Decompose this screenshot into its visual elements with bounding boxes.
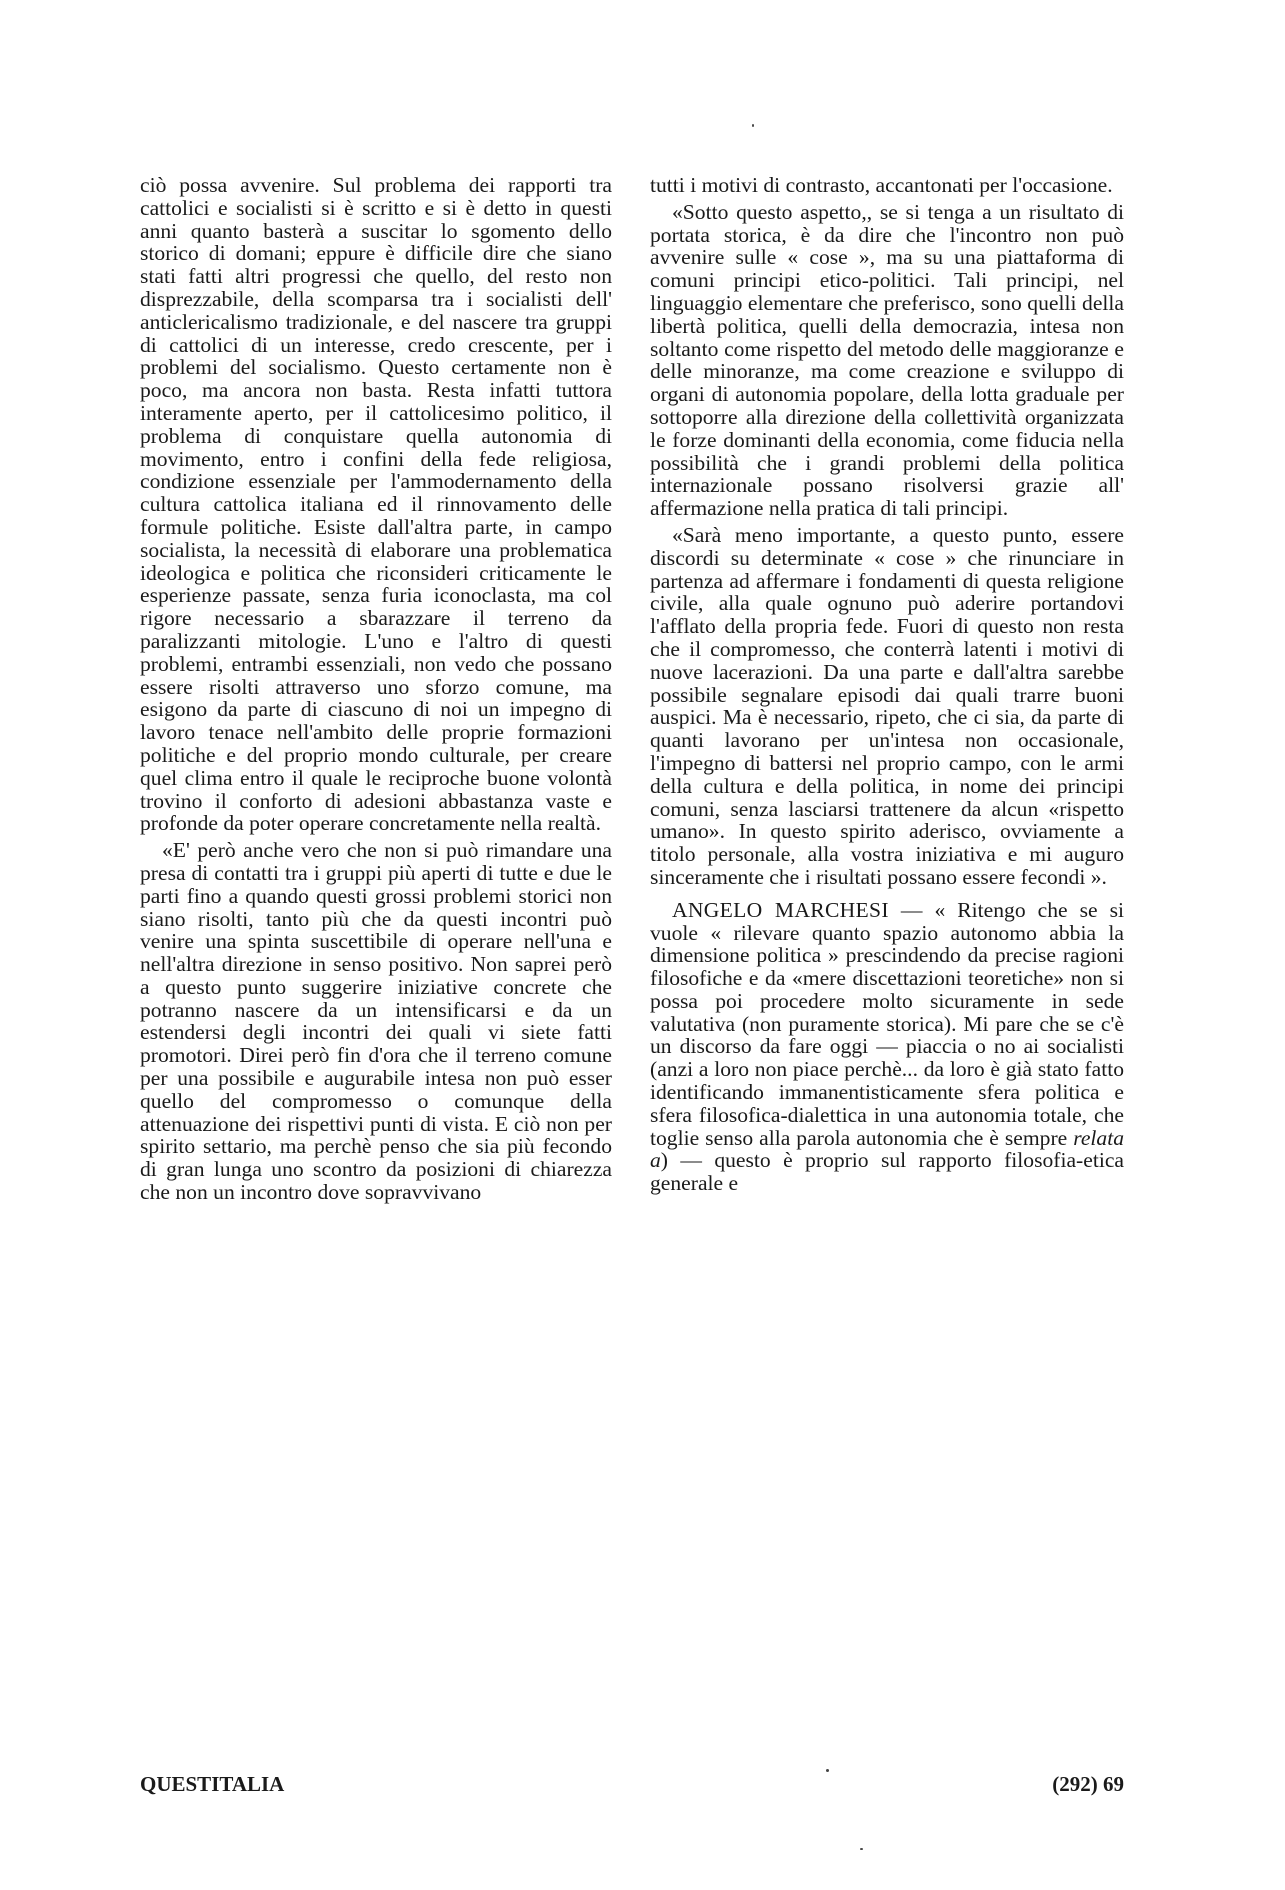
right-column: [650, 174, 1124, 1199]
page-number: (292) 69: [1052, 1772, 1124, 1796]
italic-phrase: relata a: [650, 1125, 1124, 1173]
speaker-text: — « Ritengo che se si vuole « rilevare quanto spazio autonomo abbia la dimensione politica » prescindendo da precise ragioni filosofiche e da «mere discettazioni teoretiche» non si possa poi procedere molto sicuramente in sede valutativa (non puramente storica). Mi pare che se c'è un discorso da fare oggi — piaccia o no ai socialisti (anzi a loro non piace perchè... da loro è già stato fatto identificando immanentisticamente sfera politica e sfera filosofica-dialettica in una autonomia totale, che toglie senso alla parola autonomia che è sempre: [650, 897, 1125, 1150]
paragraph: «Sotto questo aspetto,, se si tenga a un risultato di portata storica, è da dire che l'incontro non può avvenire sulle « cose », ma su una piattaforma di comuni principi etico-politici. Tali principi, nel linguaggio elementare che preferisco, sono quelli della libertà politica, quelli della democrazia, intesa non soltanto come rispetto del metodo delle maggioranze e delle minoranze, ma come creazione e sviluppo di organi di autonomia popolare, della lotta graduale per sottoporre alla direzione della collettività organizzata le forze dominanti della economia, come fiducia nella possibilità che i grandi problemi della politica internazionale possano risolversi grazie all' affermazione nella pratica di tali principi.: [650, 199, 1124, 521]
paragraph: [650, 899, 1124, 1195]
scan-speck: [860, 1848, 863, 1850]
paragraph: tutti i motivi di contrasto, accantonati per l'occasione.: [650, 173, 1113, 197]
paragraph: «E' però anche vero che non si può rimandare una presa di contatti tra i gruppi più aperti di tutte e due le parti fino a quando questi grossi problemi storici non siano risolti, tanto più che da questi incontri può venire una spinta suscettibile di operare nell'una e nell'altra direzione in senso positivo. Non saprei però a questo punto suggerire iniziative concrete che potranno nascere da un intensificarsi e da un estendersi degli incontri dei quali vi siete fatti promotori. Direi però fin d'ora che il terreno comune per una possibile e augurabile intesa non può esser quello del compromesso o comunque della attenuazione dei rispettivi punti di vista. E ciò non per spirito settario, ma perchè penso che sia più fecondo di gran lunga uno scontro da posizioni di chiarezza che non un incontro dove sopravvivano: [140, 838, 612, 1205]
speaker-text-end: ) — questo è proprio sul rapporto filosofia-etica generale e: [650, 1148, 1124, 1196]
paragraph: ciò possa avvenire. Sul problema dei rapporti tra cattolici e socialisti si è scritto e si è detto in questi anni quanto basterà a suscitar lo sgomento dello storico di domani; eppure è difficile dire che siano stati fatti altri progressi che quello, del resto non disprezzabile, della scomparsa tra i socialisti dell' anticlericalismo tradizionale, e del nascere tra gruppi di cattolici di un interesse, credo crescente, per i problemi del socialismo. Questo certamente non è poco, ma ancora non basta. Resta infatti tuttora interamente aperto, per il cattolicesimo politico, il problema di conquistare quella autonomia di movimento, entro i confini della fede religiosa, condizione essenziale per l'ammodernamento della cultura cattolica italiana ed il rinnovamento delle formule politiche. Esiste dall'altra parte, in campo socialista, la necessità di elaborare una problematica ideologica e politica che riconsideri criticamente le esperienze passate, senza furia iconoclasta, ma col rigore necessario a sbarazzare il terreno da paralizzanti mitologie. L'uno e l'altro di questi problemi, entrambi essenziali, non vedo che possano essere risolti attraverso uno sforzo comune, ma esigono da parte di ciascuno di noi un impegno di lavoro tenace nell'ambito delle proprie formazioni politiche e del proprio mondo culturale, per creare quel clima entro il quale le reciproche buone volontà trovino il conforto di adesioni abbastanza vaste e profonde da poter operare concretamente nella realtà.: [140, 173, 612, 836]
paragraph: «Sarà meno importante, a questo punto, essere discordi su determinate « cose » che rinunciare in partenza ad affermare i fondamenti di questa religione civile, alla quale ognuno può aderire portandovi l'afflato della propria fede. Fuori di questo non resta che il compromesso, che conterrà latenti i motivi di nuove lacerazioni. Da una parte e dall'altra sarebbe possibile segnalare episodi dai quali trarre buoni auspici. Ma è necessario, ripeto, che ci sia, da parte di quanti lavorano per un'intesa non occasionale, l'impegno di battersi nel proprio campo, con le armi della cultura e della politica, in nome dei principi comuni, senza lasciarsi trattenere da alcun «rispetto umano». In questo spirito aderisco, ovviamente a titolo personale, alla vostra iniziativa e mi auguro sinceramente che i risultati possano essere fecondi ».: [650, 522, 1124, 889]
left-column: [140, 174, 612, 1208]
scan-speck: [752, 124, 754, 127]
speaker-name: ANGELO MARCHESI: [672, 897, 889, 922]
scan-speck: [826, 1769, 829, 1772]
journal-name: QUESTITALIA: [140, 1772, 285, 1796]
